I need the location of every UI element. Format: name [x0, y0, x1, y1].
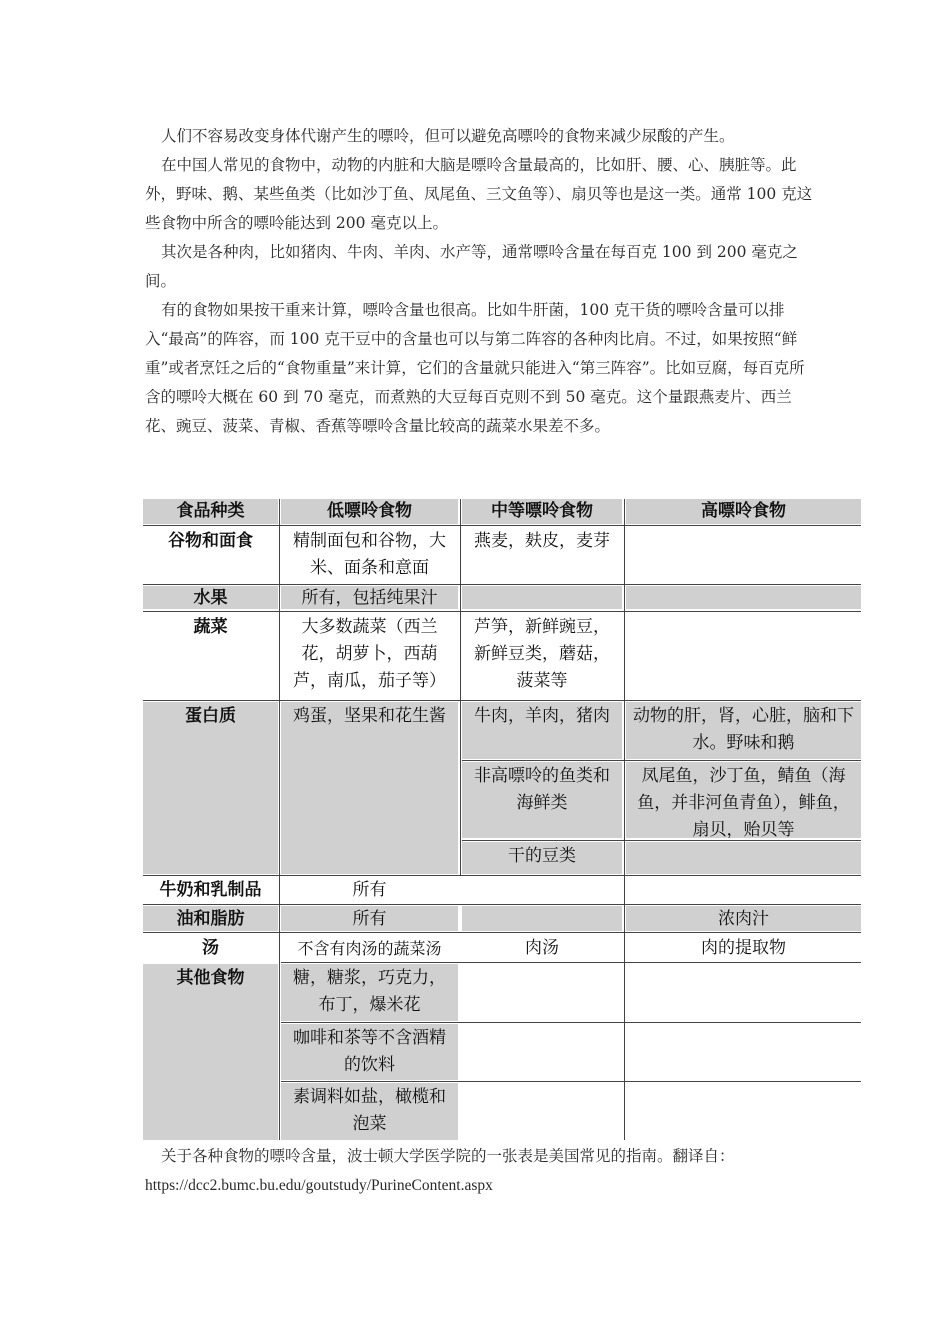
fruit-mid-empty	[462, 586, 622, 609]
source-url[interactable]: https://dcc2.bumc.bu.edu/goutstudy/PurineContent.aspx	[145, 1177, 493, 1194]
header-high: 高嘌呤食物	[626, 499, 861, 524]
veg-category: 蔬菜	[193, 617, 228, 637]
grain-category: 谷物和面食	[168, 531, 253, 551]
protein-low: 鸡蛋，坚果和花生酱	[281, 702, 458, 874]
header-mid: 中等嘌呤食物	[462, 499, 622, 524]
fruit-high-empty	[626, 586, 861, 609]
table-rule	[143, 904, 861, 905]
table-rule	[281, 1022, 861, 1023]
protein-mid-beans: 干的豆类	[462, 842, 622, 874]
paragraph-4: 有的食物如果按干重来计算，嘌呤含量也很高。比如牛肝菌，100 克干货的嘌呤含量可以排入“最高”的阵容，而 100 克干豆中的含量也可以与第二阵容的各种肉比肩。不过，如果按照“鲜重”或者烹饪之后的“食物重量”来计算，它们的含量就只能进入“第三阵容”。比如豆腐，每百克所含的嘌呤大概在 60 到 70 毫克，而煮熟的大豆每百克则不到 50 毫克。这个量跟燕麦片、西兰花、豌豆、菠菜、青椒、香蕉等嘌呤含量比较高的蔬菜水果差不多。	[145, 301, 805, 435]
grain-low: 精制面包和谷物，大米、面条和意面	[293, 531, 446, 578]
paragraph-3: 其次是各种肉，比如猪肉、牛肉、羊肉、水产等，通常嘌呤含量在每百克 100 到 200 毫克之间。	[145, 243, 798, 290]
soup-mid: 肉汤	[525, 938, 559, 958]
veg-low: 大多数蔬菜（西兰花，胡萝卜，西葫芦，南瓜，茄子等）	[293, 617, 446, 691]
dairy-low: 所有	[352, 880, 387, 900]
veg-mid: 芦笋，新鲜豌豆，新鲜豆类，蘑菇，菠菜等	[474, 617, 610, 691]
table-rule	[143, 611, 861, 612]
table-rule	[279, 499, 280, 1140]
protein-high-organs: 动物的肝，肾，心脏，脑和下水。野味和鹅	[626, 702, 861, 759]
header-low: 低嘌呤食物	[281, 499, 458, 524]
protein-mid-meat: 牛肉，羊肉，猪肉	[462, 702, 622, 759]
soup-high: 肉的提取物	[701, 938, 786, 958]
table-rule	[143, 932, 861, 933]
paragraph-1: 人们不容易改变身体代谢产生的嘌呤，但可以避免高嘌呤的食物来减少尿酸的产生。	[161, 127, 735, 145]
table-rule	[143, 525, 861, 526]
table-rule	[143, 875, 861, 876]
protein-high-fish: 凤尾鱼，沙丁鱼，鲭鱼（海鱼，并非河鱼青鱼），鲱鱼，扇贝，贻贝等	[626, 762, 861, 838]
fat-category: 油和脂肪	[143, 906, 278, 931]
other-category: 其他食物	[143, 964, 278, 1140]
table-rule	[460, 499, 461, 875]
table-rule	[624, 499, 625, 1140]
paragraph-2: 在中国人常见的食物中，动物的内脏和大脑是嘌呤含量最高的，比如肝、腰、心、胰脏等。此外，野味、鹅、某些鱼类（比如沙丁鱼、凤尾鱼、三文鱼等）、扇贝等也是这一类。通常 100 克这些食物中所含的嘌呤能达到 200 毫克以上。	[145, 156, 813, 232]
table-rule	[143, 700, 861, 701]
dairy-category: 牛奶和乳制品	[159, 880, 262, 900]
protein-high-empty	[626, 842, 861, 874]
fruit-category: 水果	[143, 586, 278, 609]
soup-low: 不含有肉汤的蔬菜汤	[297, 939, 442, 958]
protein-mid-seafood: 非高嘌呤的鱼类和海鲜类	[462, 762, 622, 838]
protein-category: 蛋白质	[143, 702, 278, 874]
soup-category: 汤	[202, 938, 219, 958]
table-rule	[462, 840, 861, 841]
other-low-sweets: 糖，糖浆，巧克力，布丁，爆米花	[281, 964, 458, 1021]
grain-mid: 燕麦，麸皮，麦芽	[474, 531, 610, 551]
table-rule	[281, 962, 861, 963]
fat-mid-empty	[462, 906, 622, 931]
header-category: 食品种类	[143, 499, 278, 524]
fruit-low: 所有，包括纯果汁	[281, 586, 458, 609]
table-rule	[143, 584, 861, 585]
fat-low: 所有	[281, 906, 458, 931]
table-rule	[281, 1081, 861, 1082]
table-rule	[462, 760, 861, 761]
table-caption: 关于各种食物的嘌呤含量，波士顿大学医学院的一张表是美国常见的指南。翻译自：	[161, 1147, 735, 1165]
fat-high: 浓肉汁	[626, 906, 861, 931]
other-low-drinks: 咖啡和茶等不含酒精的饮料	[281, 1024, 458, 1080]
other-low-condiments: 素调料如盐，橄榄和泡菜	[281, 1083, 458, 1140]
